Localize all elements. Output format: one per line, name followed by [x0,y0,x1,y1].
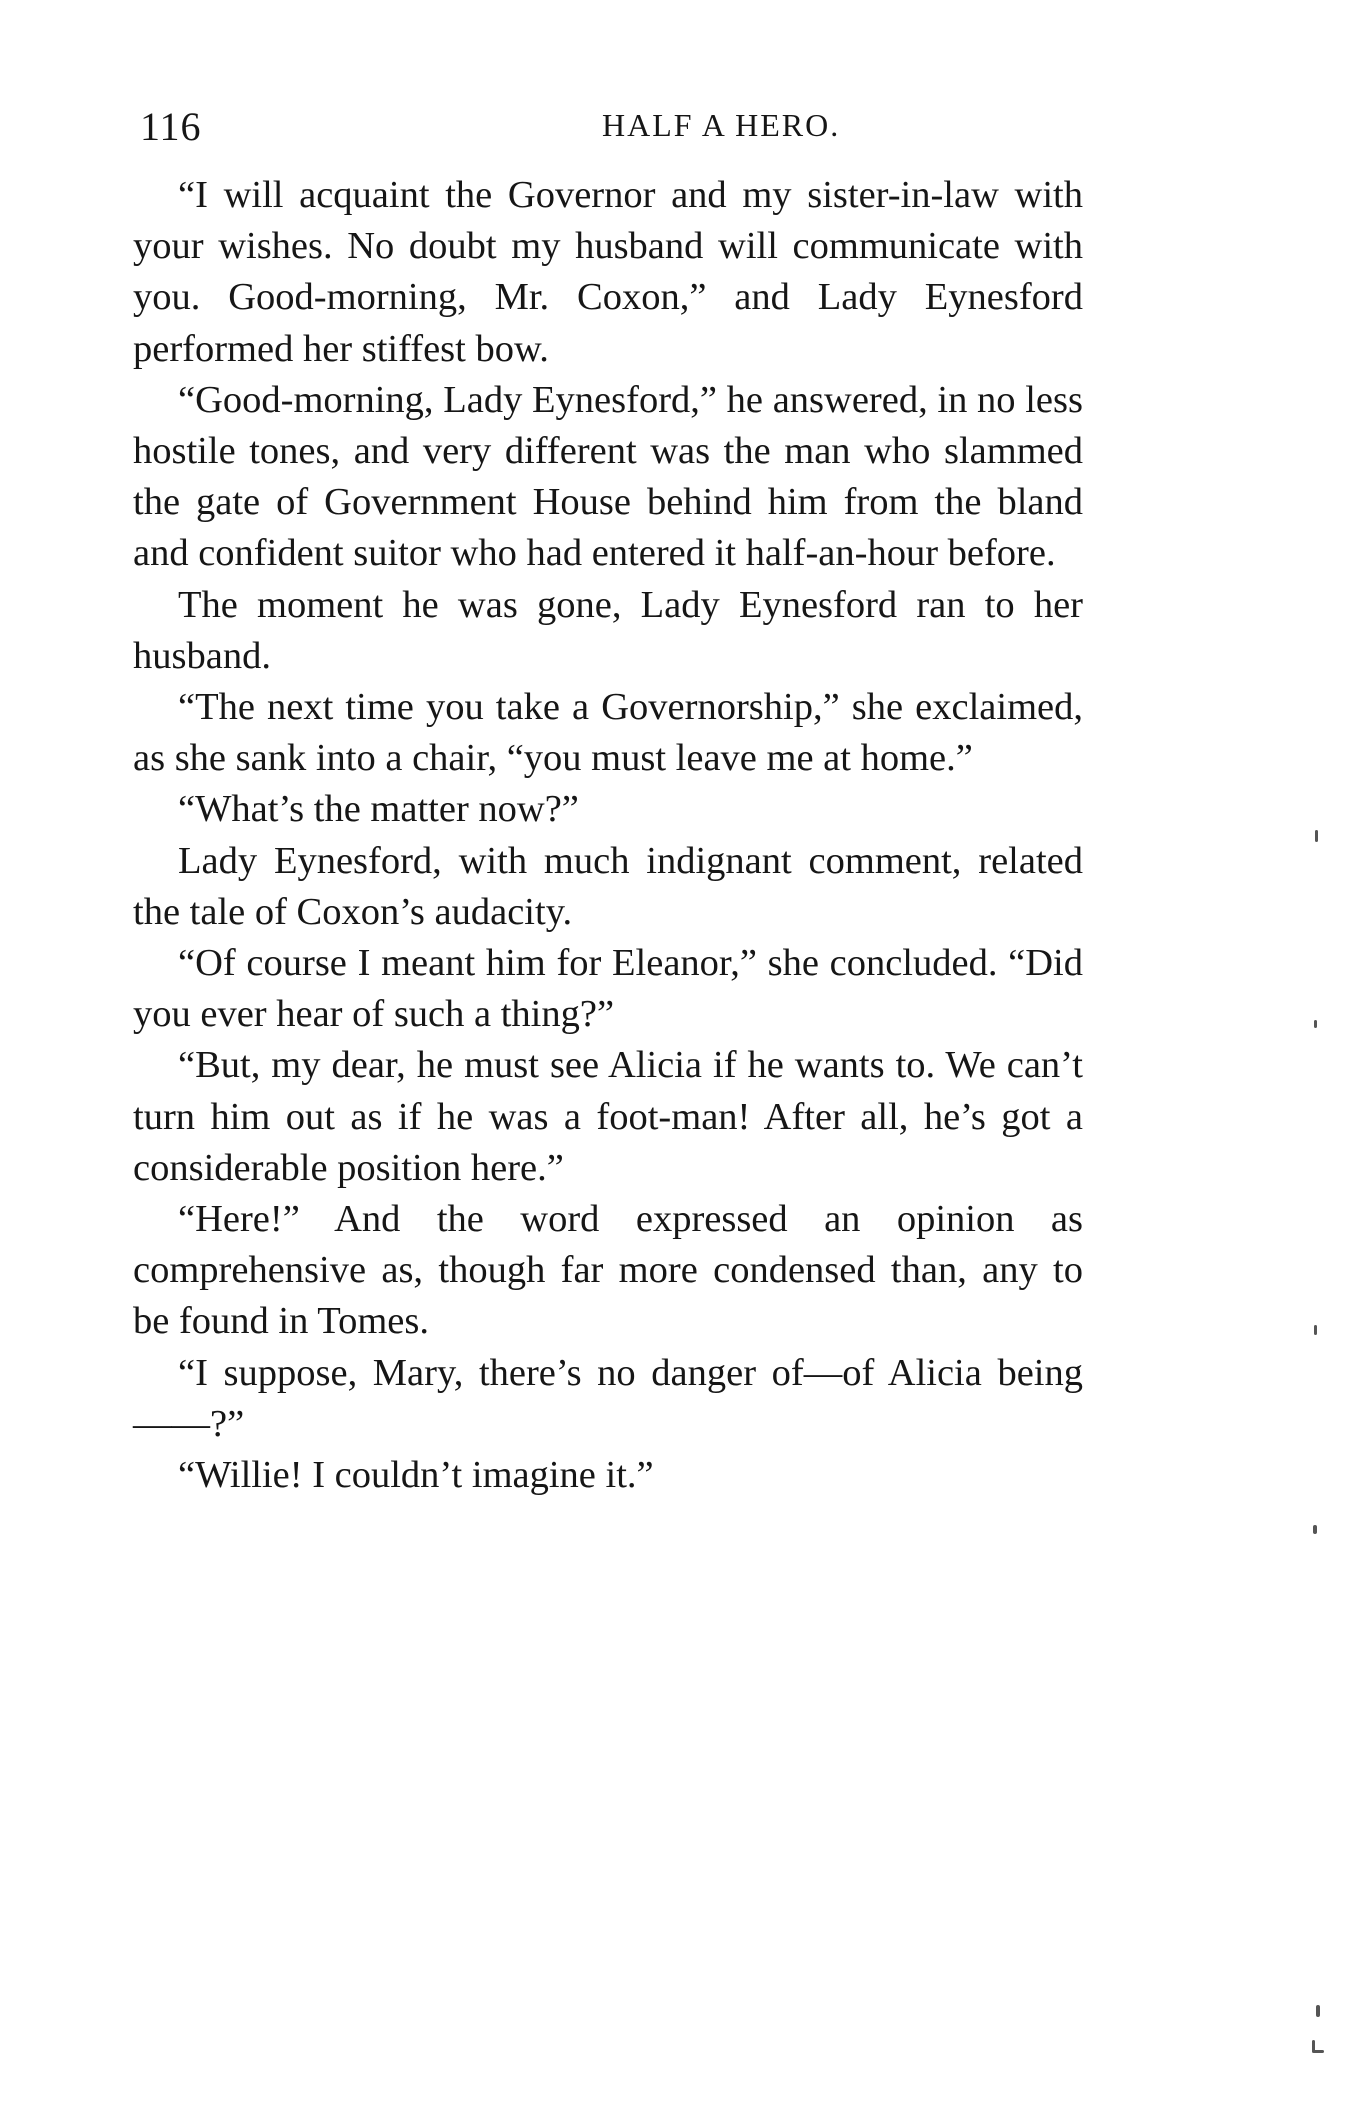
scan-speck [1313,1525,1317,1534]
running-title: HALF A HERO. [602,107,841,143]
paragraph: The moment he was gone, Lady Eynesford ran to her husband. [133,583,1083,677]
scan-speck [1316,2005,1320,2017]
scan-speck [1315,830,1318,842]
paragraph: “Good-morning, Lady Eynesford,” he answered, in no less hostile tones, and very different was the man who slammed the gate of Government House behind him from the bland and confident suitor who had entered it half-an-hour before. [133,378,1083,575]
paragraph: “But, my dear, he must see Alicia if he wants to. We can’t turn him out as if he was a foot-man! After all, he’s got a considerable position here.” [133,1044,1083,1189]
body-text [133,170,1083,1501]
paragraph: “Here!” And the word expressed an opinion as comprehensive as, though far more condensed than, any to be found in Tomes. [133,1198,1083,1343]
page-number: 116 [140,104,202,149]
paragraph: “What’s the matter now?” [178,788,579,831]
scan-speck [1312,2040,1315,2052]
paragraph: “Of course I meant him for Eleanor,” she concluded. “Did you ever hear of such a thing?” [133,942,1083,1036]
paragraph: “Willie! I couldn’t imagine it.” [178,1454,654,1497]
paragraph: “I will acquaint the Governor and my sister-in-law with your wishes. No doubt my husband will communicate with you. Good-morning, Mr. Coxon,” and Lady Eynesford performed her stiffest bow. [133,174,1083,370]
paragraph: Lady Eynesford, with much indignant comment, related the tale of Coxon’s audacity. [133,839,1083,933]
paragraph: “The next time you take a Governorship,” she exclaimed, as she sank into a chair, “you must leave me at home.” [133,686,1083,780]
scan-speck [1314,1325,1317,1335]
page-header [140,103,1090,153]
scan-speck [1314,1020,1317,1028]
paragraph: “I suppose, Mary, there’s no danger of—of Alicia being——?” [133,1351,1083,1445]
